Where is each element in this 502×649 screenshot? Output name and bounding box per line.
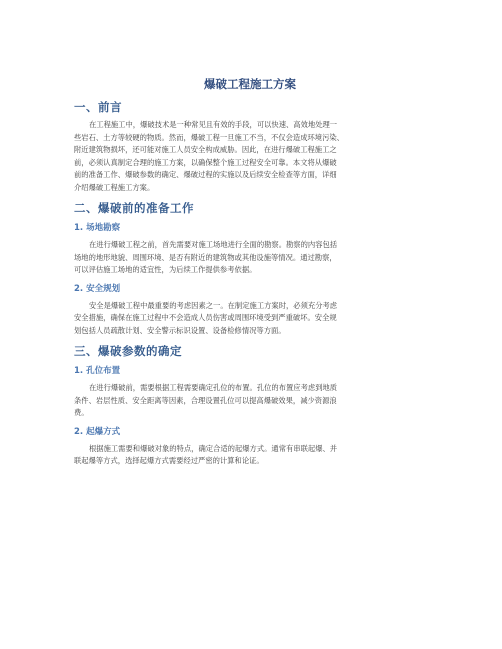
document-title: 爆破工程施工方案 [204, 77, 296, 91]
paragraph-site-survey [74, 239, 426, 277]
paragraph-line: 些岩石、土方等较硬的物质。然而，爆破工程一旦施工不当，不仅会造成环境污染、 [74, 132, 344, 142]
paragraph-detonation-method [74, 443, 426, 468]
paragraph-line: 安全措施，确保在施工过程中不会造成人员伤害或周围环境受到严重破坏。安全规 [74, 313, 337, 322]
paragraph-preface [74, 119, 426, 194]
paragraph-hole-layout [74, 382, 426, 420]
subsection-heading-site-survey: 1. 场地勘察 [74, 223, 121, 233]
paragraph-line: 可以评估施工场地的适宜性，为后续工作提供参考依据。 [74, 265, 257, 274]
section-heading-parameters: 三、爆破参数的确定 [74, 344, 182, 358]
section-heading-preparation: 二、爆破前的准备工作 [74, 201, 194, 215]
paragraph-line: 在工程施工中，爆破技术是一种常见且有效的手段，可以快速、高效地处理一 [89, 120, 338, 129]
paragraph-line: 场地的地形地貌、周围环境、是否有附近的建筑物或其他设施等情况。通过勘察， [74, 252, 337, 262]
paragraph-line: 附近建筑物损坏，还可能对施工人员安全构成威胁。因此，在进行爆破工程施工之 [74, 145, 337, 154]
paragraph-line: 前的准备工作、爆破参数的确定、爆破过程的实施以及后续安全检查等方面，详细 [74, 170, 337, 179]
paragraph-line: 在进行爆破工程之前，首先需要对施工场地进行全面的勘察。勘察的内容包括 [89, 240, 338, 249]
subsection-heading-detonation-method: 2. 起爆方式 [74, 426, 121, 437]
paragraph-safety-planning [74, 300, 426, 338]
document-page [74, 76, 426, 472]
paragraph-line: 安全是爆破工程中最重要的考虑因素之一。在制定施工方案时，必须充分考虑 [89, 300, 338, 310]
paragraph-line: 前，必须认真制定合理的施工方案，以确保整个施工过程安全可靠。本文将从爆破 [74, 157, 337, 167]
paragraph-line: 划包括人员疏散计划、安全警示标识设置、设备检修情况等方面。 [74, 325, 286, 335]
paragraph-line: 介绍爆破工程施工方案。 [74, 182, 155, 192]
paragraph-line: 条件、岩层性质、安全距离等因素，合理设置孔位可以提高爆破效果，减少资源浪 [74, 395, 337, 405]
paragraph-line: 在进行爆破前，需要根据工程需要确定孔位的布置。孔位的布置应考虑到地质 [89, 383, 338, 392]
section-heading-preface: 一、前言 [74, 100, 122, 114]
subsection-heading-safety-planning: 2. 安全规划 [74, 283, 121, 294]
subsection-heading-hole-layout: 1. 孔位布置 [74, 366, 121, 376]
paragraph-line: 费。 [74, 408, 89, 417]
paragraph-line: 联起爆等方式，选择起爆方式需要经过严密的计算和论证。 [74, 456, 264, 465]
paragraph-line: 根据施工需要和爆破对象的特点，确定合适的起爆方式。通常有串联起爆、并 [89, 443, 338, 453]
